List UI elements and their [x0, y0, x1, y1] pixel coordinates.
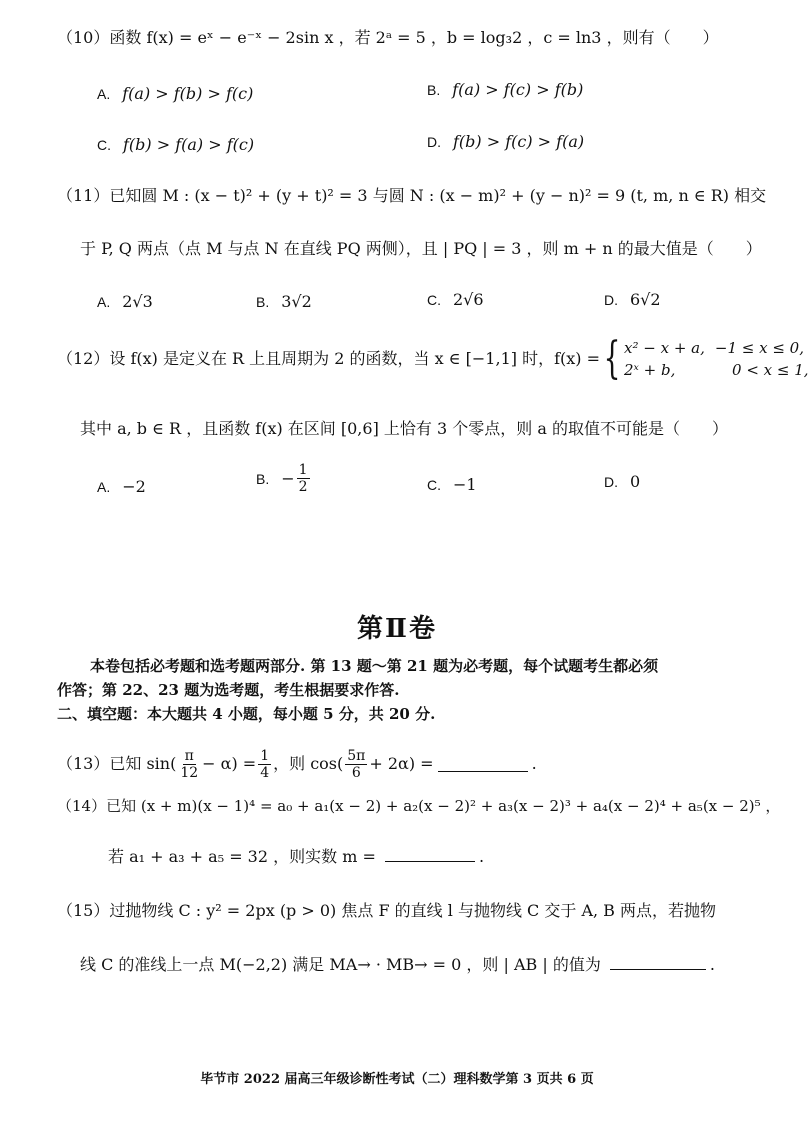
question-11-line-2: 于 P, Q 两点（点 M 与点 N 在直线 PQ 两侧），且 | PQ | = 3 ，则 m + n 的最大值是（ ）: [80, 239, 762, 258]
option-letter: A.: [97, 294, 111, 310]
fraction-numerator: 1: [260, 747, 270, 764]
fraction-5pi-over-6: [345, 748, 367, 781]
question-15-line-2: [80, 954, 715, 976]
page-footer: 毕节市 2022 届高三年级诊断性考试（二）理科数学第 3 页共 6 页: [200, 1072, 594, 1087]
question-15-text: 线 C 的准线上一点 M(−2,2) 满足 MA→ · MB→ = 0 ，则 | AB | 的值为: [80, 955, 601, 974]
option-text: −: [281, 469, 295, 488]
question-10-stem: （10）函数 f(x) = eˣ − e⁻ˣ − 2sin x ，若 2ᵃ = 5 ，b = log₃2 ，c = ln3 ，则有（ ）: [57, 28, 719, 47]
question-10-option-d: [427, 132, 584, 151]
question-12-line-2: 其中 a, b ∈ R ，且函数 f(x) 在区间 [0,6] 上恰有 3 个零点，则 a 的取值不可能是（ ）: [80, 419, 728, 438]
fraction-numerator: 5π: [347, 747, 366, 764]
option-letter: B.: [256, 294, 270, 310]
fraction-numerator: 1: [298, 462, 308, 478]
option-text: f(a) > f(c) > f(b): [452, 80, 584, 99]
section-title: 第Ⅱ卷: [357, 614, 437, 644]
fraction-denominator: 2: [298, 479, 308, 495]
fraction-denominator: 12: [180, 764, 199, 781]
option-letter: C.: [97, 137, 111, 153]
question-14-text: 若 a₁ + a₃ + a₅ = 32 ，则实数 m =: [108, 847, 376, 866]
option-text: f(b) > f(a) > f(c): [123, 135, 255, 154]
fraction-numerator: π: [184, 747, 194, 764]
question-11-option-a: [97, 292, 153, 311]
piecewise-definition: [624, 337, 809, 381]
question-14-line-1: （14）已知 (x + m)(x − 1)⁴ = a₀ + a₁(x − 2) + a₂(x − 2)² + a₃(x − 2)³ + a₄(x − 2)⁴ + a₅(x − 2)⁵ ，: [57, 797, 781, 815]
answer-blank-13[interactable]: [438, 757, 528, 772]
question-12-option-a: [97, 477, 146, 496]
question-11-option-b: [256, 292, 312, 311]
option-text: f(b) > f(c) > f(a): [453, 132, 585, 151]
question-14-line-2: [108, 846, 484, 868]
question-10-option-b: [427, 80, 583, 99]
period: .: [531, 754, 537, 773]
option-text: −1: [453, 475, 477, 494]
option-letter: D.: [604, 292, 618, 308]
period: .: [478, 847, 485, 866]
option-letter: D.: [604, 474, 618, 490]
piece-2-cond: 0 < x ≤ 1,: [732, 361, 809, 379]
answer-blank-14[interactable]: [385, 847, 475, 862]
section-intro-2: 作答；第 22、23 题为选考题，考生根据要求作答.: [57, 681, 400, 699]
option-text: 6√2: [630, 290, 661, 309]
question-12-option-d: [604, 472, 640, 491]
option-letter: B.: [427, 82, 441, 98]
question-13-suffix: + 2α) =: [369, 754, 434, 773]
piece-2-expr: 2ˣ + b,: [624, 361, 676, 379]
option-letter: D.: [427, 134, 441, 150]
question-12-prefix: （12）设 f(x) 是定义在 R 上且周期为 2 的函数，当 x ∈ [−1,1] 时，f(x) =: [57, 349, 601, 368]
question-11-option-d: [604, 290, 661, 309]
section-intro-1: 本卷包括必考题和选考题两部分. 第 13 题～第 21 题为必考题，每个试题考生都必须: [90, 657, 659, 675]
fraction-denominator: 4: [260, 764, 270, 781]
question-11-line-1: （11）已知圆 M : (x − t)² + (y + t)² = 3 与圆 N : (x − m)² + (y − n)² = 9 (t, m, n ∈ R) 相交: [57, 186, 767, 205]
answer-blank-15[interactable]: [610, 955, 706, 970]
piece-1-cond: −1 ≤ x ≤ 0,: [714, 339, 804, 357]
question-13-prefix: （13）已知 sin(: [57, 754, 177, 773]
piece-1-expr: x² − x + a,: [624, 339, 705, 357]
question-10-option-a: [97, 84, 253, 103]
option-letter: A.: [97, 479, 111, 495]
question-12-option-c: [427, 475, 477, 494]
option-text: 3√2: [281, 292, 312, 311]
option-letter: C.: [427, 477, 441, 493]
option-text: 2√3: [122, 292, 153, 311]
question-13-mid-1: − α) =: [202, 754, 257, 773]
fraction-denominator: 6: [351, 764, 361, 781]
question-11-option-c: [427, 290, 484, 309]
period: .: [709, 955, 716, 974]
option-text: 0: [630, 472, 641, 491]
option-text: −2: [122, 477, 146, 496]
option-text: 2√6: [453, 290, 484, 309]
question-12-line-1: [57, 333, 809, 384]
fraction-pi-over-12: [178, 748, 200, 781]
option-letter: B.: [256, 470, 270, 487]
question-13-mid-2: ，则 cos(: [273, 754, 344, 773]
option-text: f(a) > f(b) > f(c): [122, 84, 254, 103]
question-13: [57, 744, 537, 784]
option-letter: C.: [427, 292, 441, 308]
part-2-heading: 二、填空题：本大题共 4 小题，每小题 5 分，共 20 分.: [57, 705, 436, 723]
question-10-option-c: [97, 135, 254, 154]
option-letter: A.: [97, 86, 111, 102]
question-15-line-1: （15）过抛物线 C : y² = 2px (p > 0) 焦点 F 的直线 l 与抛物线 C 交于 A, B 两点，若抛物: [57, 901, 717, 920]
fraction-one-quarter: [258, 748, 271, 781]
fraction: [297, 462, 310, 495]
piecewise-brace: {: [603, 333, 621, 384]
question-12-option-b: [256, 462, 312, 495]
